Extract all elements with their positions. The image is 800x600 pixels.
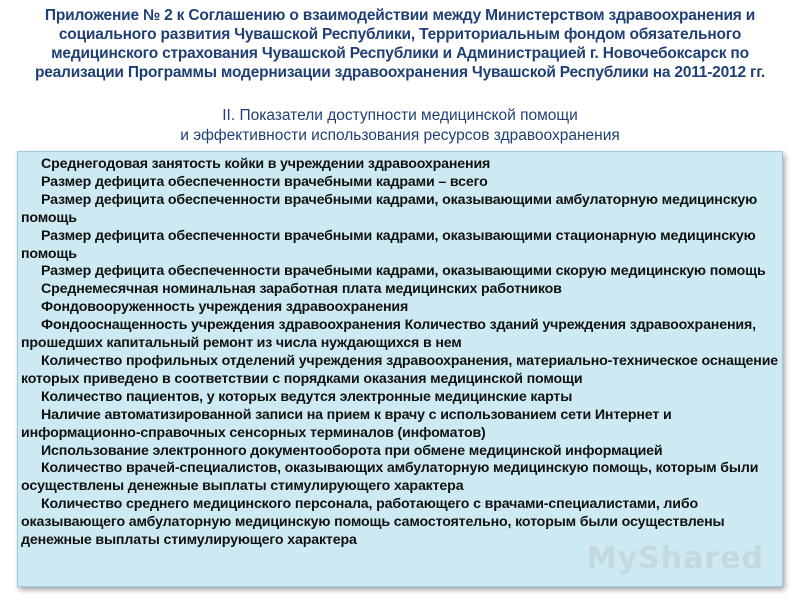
indicator-item: Фондовооруженность учреждения здравоохранения [41,299,409,316]
indicator-item: Количество профильных отделений учреждения здравоохранения, материально-техническое оснащение которых приведено в соответствии с порядками оказания медицинской помощи [21,352,779,387]
header-line: реализации Программы модернизации здравоохранения Чувашской Республики на 2011-2012 гг. [34,64,766,81]
indicators-list [21,156,781,550]
appendix-header [10,6,790,82]
watermark-logo: MyShared [586,541,764,576]
section-title-line: и эффективности использования ресурсов здравоохранения [180,127,620,144]
section-title-line: II. Показатели доступности медицинской помощи [222,107,578,124]
indicator-item: Размер дефицита обеспеченности врачебными кадрами, оказывающими стационарную медицинскую помощь [21,227,756,262]
indicator-item: Использование электронного документооборота при обмене медицинской информацией [41,442,663,459]
indicator-item: Фондооснащенность учреждения здравоохранения Количество зданий учреждения здравоохранения, прошедших капитальный ремонт из числа нуждающихся в нем [21,317,756,352]
header-line: социального развития Чувашской Республики, Территориальным фондом обязательного [58,26,742,43]
section-title [10,106,790,146]
indicator-item: Размер дефицита обеспеченности врачебными кадрами, оказывающими скорую медицинскую помощь [41,263,766,280]
indicator-item: Среднемесячная номинальная заработная плата медицинских работников [41,281,562,298]
indicator-item: Количество пациентов, у которых ведутся электронные медицинские карты [41,388,573,405]
header-line: Приложение № 2 к Соглашению о взаимодействии между Министерством здравоохранения и [44,7,756,24]
header-line: медицинского страхования Чувашской Республики и Администрацией г. Новочебоксарск по [51,45,749,62]
indicator-item: Размер дефицита обеспеченности врачебными кадрами – всего [41,173,488,190]
indicator-item: Количество среднего медицинского персонала, работающего с врачами-специалистами, либо оказывающего амбулаторную медицинскую помощь самостоятельно, которым были осуществлены денежные выплаты стимулирующего характера [21,496,725,549]
indicator-item: Наличие автоматизированной записи на прием к врачу с использованием сети Интернет и информационно-справочных сенсорных терминалов (инфоматов) [21,406,672,441]
indicator-item: Среднегодовая занятость койки в учреждении здравоохранения [41,156,491,172]
indicator-item: Размер дефицита обеспеченности врачебными кадрами, оказывающими амбулаторную медицинскую помощь [21,191,758,226]
indicator-item: Количество врачей-специалистов, оказывающих амбулаторную медицинскую помощь, которым были осуществлены денежные выплаты стимулирующего характера [21,460,759,495]
